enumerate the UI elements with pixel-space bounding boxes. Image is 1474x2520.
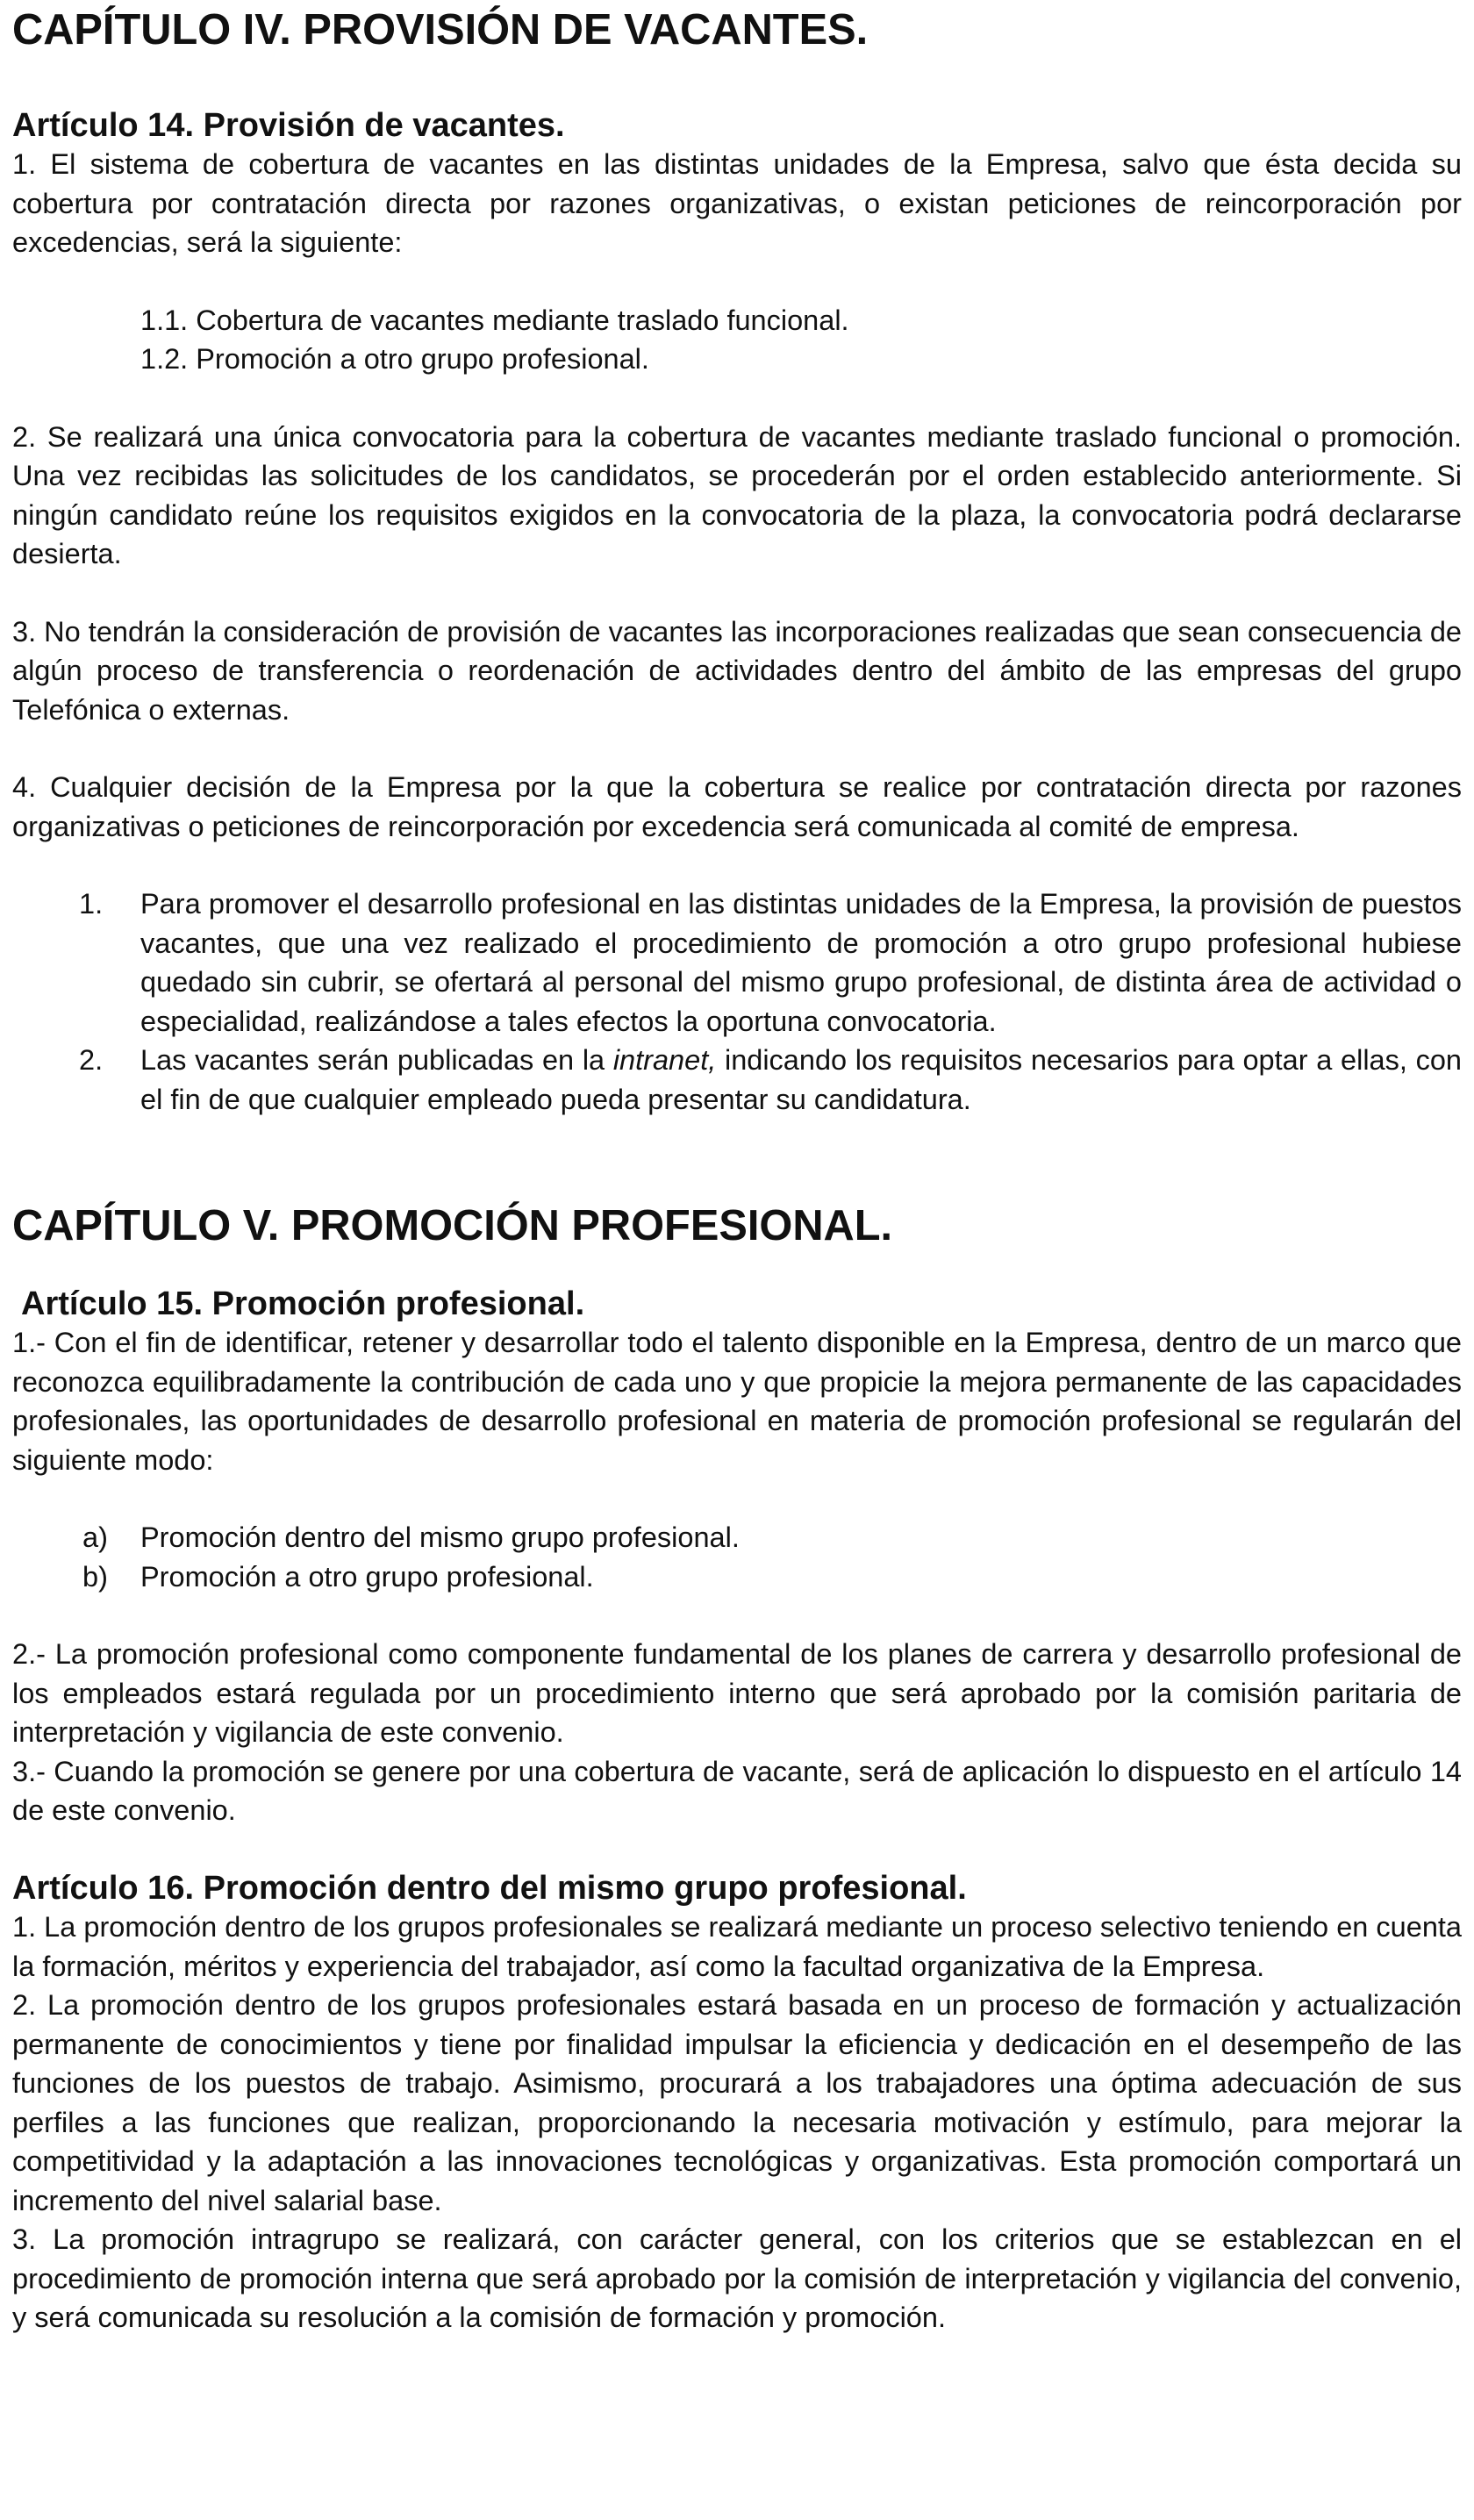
chapter-4-title: CAPÍTULO IV. PROVISIÓN DE VACANTES.: [12, 6, 869, 54]
article-15-paragraph-2: 2.- La promoción profesional como componente fundamental de los planes de carrera y desarrollo profesional de los empleados estará regulada por un procedimiento interno que será aprobado por la comisión paritaria de interpretación y vigilancia de este convenio.: [12, 1638, 1462, 1748]
list-item: [12, 1557, 1462, 1597]
article-14-sublist: [12, 301, 1462, 379]
article-15-paragraph-1: 1.- Con el fin de identificar, retener y desarrollar todo el talento disponible en la Empresa, dentro de un marco que reconozca equilibradamente la contribución de cada uno y que propicie la mejora permanente de las capacidades profesionales, las oportunidades de desarrollo profesional en materia de promoción profesional se regularán del siguiente modo:: [12, 1327, 1462, 1476]
article-14-numbered-list: [12, 884, 1462, 1119]
article-14-paragraph-2: 2. Se realizará una única convocatoria para la cobertura de vacantes mediante traslado funcional o promoción. Una vez recibidas las solicitudes de los candidatos, se procederán por el orden establecido anteriormente. Si ningún candidato reúne los requisitos exigidos en la convocatoria de la plaza, la convocatoria podrá declararse desierta.: [12, 420, 1462, 569]
article-15-lettered-list: [12, 1518, 1462, 1596]
list-item-text: Promoción dentro del mismo grupo profesional.: [140, 1521, 740, 1553]
article-14-paragraph-4: 4. Cualquier decisión de la Empresa por la que la cobertura se realice por contratación directa por razones organizativas o peticiones de reincorporación por excedencia será comunicada al comité de empresa.: [12, 771, 1462, 842]
article-14-paragraph-3: 3. No tendrán la consideración de provisión de vacantes las incorporaciones realizadas que sean consecuencia de algún proceso de transferencia o reordenación de actividades dentro del ámbito de las empresas del grupo Telefónica o externas.: [12, 615, 1462, 726]
list-item-text: Promoción a otro grupo profesional.: [140, 1560, 594, 1593]
article-14-title: Artículo 14. Provisión de vacantes.: [12, 106, 565, 144]
article-15-title: Artículo 15. Promoción profesional.: [21, 1285, 585, 1322]
sublist-item: 1.2. Promoción a otro grupo profesional.: [140, 343, 649, 375]
article-16-title: Artículo 16. Promoción dentro del mismo grupo profesional.: [12, 1869, 967, 1907]
list-item-text-after: indicando los requisitos necesarios para optar a ellas, con el fin de que cualquier empleado pueda presentar su candidatura.: [140, 1044, 1462, 1115]
document-page: [12, 0, 1462, 2337]
list-marker: b): [82, 1560, 108, 1593]
list-marker: 2.: [79, 1044, 104, 1076]
sublist-item: 1.1. Cobertura de vacantes mediante traslado funcional.: [140, 304, 849, 336]
article-16-paragraph-2: 2. La promoción dentro de los grupos profesionales estará basada en un proceso de formación y actualización permanente de conocimientos y tiene por finalidad impulsar la eficiencia y dedicación en el desempeño de las funciones de los puestos de trabajo. Asimismo, procurará a los trabajadores una óptima adecuación de sus perfiles a las funciones que realizan, proporcionando la necesaria motivación y estímulo, para mejorar la competitividad y la adaptación a las innovaciones tecnológicas y organizativas. Esta promoción comportará un incremento del nivel salarial base.: [12, 1989, 1462, 2216]
article-15-paragraph-3: 3.- Cuando la promoción se genere por una cobertura de vacante, será de aplicación lo dispuesto en el artículo 14 de este convenio.: [12, 1755, 1462, 1826]
article-16-paragraph-1: 1. La promoción dentro de los grupos profesionales se realizará mediante un proceso selectivo teniendo en cuenta la formación, méritos y experiencia del trabajador, así como la facultad organizativa de la Empresa.: [12, 1911, 1462, 1982]
list-item-text: Para promover el desarrollo profesional en las distintas unidades de la Empresa, la provisión de puestos vacantes, que una vez realizado el procedimiento de promoción a otro grupo profesional hubiese quedado sin cubrir, se ofertará al personal del mismo grupo profesional, de distinta área de actividad o especialidad, realizándose a tales efectos la oportuna convocatoria.: [140, 888, 1462, 1037]
list-item-text: [140, 1041, 1462, 1119]
list-marker: a): [82, 1521, 108, 1553]
article-14-paragraph-1: 1. El sistema de cobertura de vacantes en las distintas unidades de la Empresa, salvo que ésta decida su cobertura por contratación directa por razones organizativas, o existan peticiones de reincorporación por excedencias, será la siguiente:: [12, 148, 1462, 258]
list-item: [12, 884, 1462, 1041]
article-16-paragraph-3: 3. La promoción intragrupo se realizará, con carácter general, con los criterios que se establezcan en el procedimiento de promoción interna que será aprobado por la comisión de interpretación y vigilancia del convenio, y será comunicada su resolución a la comisión de formación y promoción.: [12, 2223, 1462, 2333]
list-item-text-before: Las vacantes serán publicadas en la: [140, 1044, 613, 1076]
list-item: [12, 1041, 1462, 1119]
list-item: [12, 1518, 1462, 1557]
list-item-text-italic: intranet,: [612, 1044, 717, 1076]
list-marker: 1.: [79, 888, 104, 920]
chapter-5-title: CAPÍTULO V. PROMOCIÓN PROFESIONAL.: [12, 1202, 893, 1249]
